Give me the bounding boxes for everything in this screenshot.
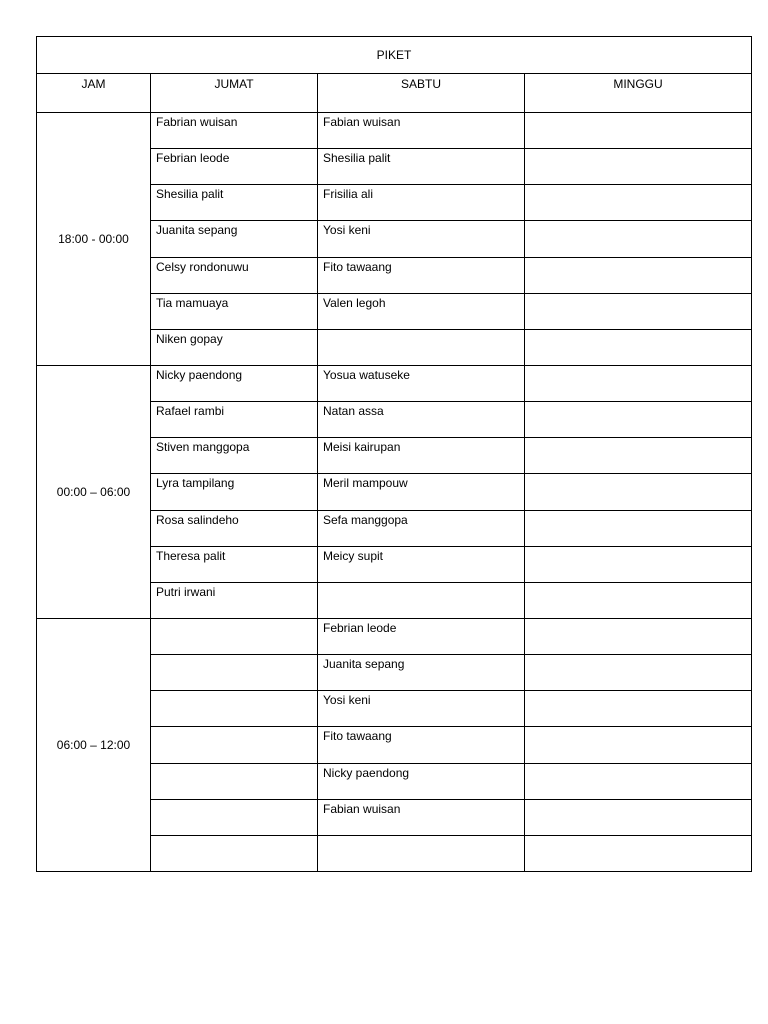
minggu-cell — [525, 546, 752, 582]
header-jumat: JUMAT — [151, 74, 318, 113]
sabtu-cell: Yosua watuseke — [318, 365, 525, 401]
sabtu-cell: Meril mampouw — [318, 474, 525, 510]
sabtu-cell: Fito tawaang — [318, 257, 525, 293]
minggu-cell — [525, 835, 752, 871]
jumat-cell — [151, 727, 318, 763]
minggu-cell — [525, 113, 752, 149]
minggu-cell — [525, 221, 752, 257]
jumat-cell: Theresa palit — [151, 546, 318, 582]
header-jam: JAM — [37, 74, 151, 113]
jumat-cell: Shesilia palit — [151, 185, 318, 221]
jumat-cell — [151, 763, 318, 799]
minggu-cell — [525, 365, 752, 401]
sabtu-cell: Shesilia palit — [318, 149, 525, 185]
sabtu-cell: Natan assa — [318, 402, 525, 438]
jam-cell: 06:00 – 12:00 — [37, 618, 151, 871]
jumat-cell: Celsy rondonuwu — [151, 257, 318, 293]
jumat-cell: Niken gopay — [151, 329, 318, 365]
table-row — [37, 113, 752, 149]
minggu-cell — [525, 185, 752, 221]
minggu-cell — [525, 510, 752, 546]
piket-table — [36, 36, 752, 872]
jumat-cell: Febrian leode — [151, 149, 318, 185]
jumat-cell — [151, 655, 318, 691]
jumat-cell: Lyra tampilang — [151, 474, 318, 510]
minggu-cell — [525, 329, 752, 365]
jumat-cell — [151, 835, 318, 871]
sabtu-cell: Fito tawaang — [318, 727, 525, 763]
sabtu-cell: Sefa manggopa — [318, 510, 525, 546]
sabtu-cell: Nicky paendong — [318, 763, 525, 799]
minggu-cell — [525, 474, 752, 510]
sabtu-cell — [318, 329, 525, 365]
minggu-cell — [525, 438, 752, 474]
minggu-cell — [525, 402, 752, 438]
jumat-cell: Tia mamuaya — [151, 293, 318, 329]
minggu-cell — [525, 691, 752, 727]
sabtu-cell: Juanita sepang — [318, 655, 525, 691]
sabtu-cell: Meicy supit — [318, 546, 525, 582]
sabtu-cell: Meisi kairupan — [318, 438, 525, 474]
minggu-cell — [525, 655, 752, 691]
sabtu-cell: Febrian leode — [318, 618, 525, 654]
jam-cell: 00:00 – 06:00 — [37, 365, 151, 618]
minggu-cell — [525, 727, 752, 763]
sabtu-cell: Fabian wuisan — [318, 113, 525, 149]
jumat-cell — [151, 799, 318, 835]
jumat-cell: Rosa salindeho — [151, 510, 318, 546]
jumat-cell: Rafael rambi — [151, 402, 318, 438]
sabtu-cell — [318, 835, 525, 871]
jumat-cell — [151, 618, 318, 654]
jumat-cell — [151, 691, 318, 727]
sabtu-cell: Frisilia ali — [318, 185, 525, 221]
table-title: PIKET — [37, 37, 752, 74]
minggu-cell — [525, 618, 752, 654]
jumat-cell: Juanita sepang — [151, 221, 318, 257]
minggu-cell — [525, 293, 752, 329]
jam-cell: 18:00 - 00:00 — [37, 113, 151, 366]
header-minggu: MINGGU — [525, 74, 752, 113]
header-sabtu: SABTU — [318, 74, 525, 113]
header-row — [37, 74, 752, 113]
sabtu-cell: Valen legoh — [318, 293, 525, 329]
minggu-cell — [525, 799, 752, 835]
table-row — [37, 365, 752, 401]
sabtu-cell — [318, 582, 525, 618]
sabtu-cell: Yosi keni — [318, 221, 525, 257]
title-row — [37, 37, 752, 74]
sabtu-cell: Fabian wuisan — [318, 799, 525, 835]
jumat-cell: Putri irwani — [151, 582, 318, 618]
table-row — [37, 618, 752, 654]
table-body — [37, 113, 752, 872]
jumat-cell: Fabrian wuisan — [151, 113, 318, 149]
sabtu-cell: Yosi keni — [318, 691, 525, 727]
jumat-cell: Stiven manggopa — [151, 438, 318, 474]
minggu-cell — [525, 149, 752, 185]
minggu-cell — [525, 257, 752, 293]
minggu-cell — [525, 582, 752, 618]
minggu-cell — [525, 763, 752, 799]
jumat-cell: Nicky paendong — [151, 365, 318, 401]
